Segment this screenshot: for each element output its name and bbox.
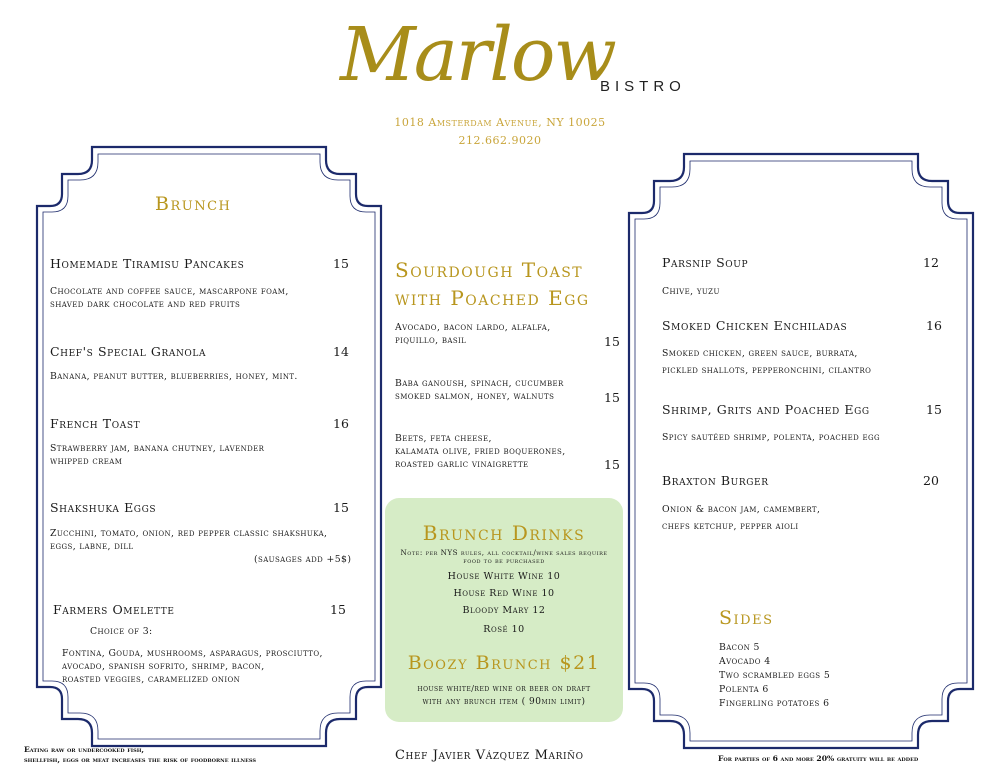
menu-item-price: 15 bbox=[333, 500, 349, 515]
menu-item-desc: Banana, peanut butter, blueberries, honey, mint. bbox=[50, 371, 298, 382]
menu-item-price: 16 bbox=[926, 318, 942, 333]
toast-price: 15 bbox=[604, 457, 620, 472]
toast-desc: Baba ganoush, spinach, cucumber bbox=[395, 378, 564, 389]
chef-name: Chef Javier Vázquez Mariño bbox=[395, 748, 584, 763]
menu-item-name: Braxton Burger bbox=[662, 473, 769, 488]
menu-item-note: (sausages add +5$) bbox=[254, 554, 352, 565]
menu-item-desc: chefs ketchup, pepper aioli bbox=[662, 521, 799, 532]
menu-item-name: Shrimp, Grits and Poached Egg bbox=[662, 402, 870, 417]
menu-item-desc: Fontina, Gouda, mushrooms, asparagus, prosciutto, bbox=[62, 648, 323, 659]
menu-item-desc: whipped cream bbox=[50, 456, 123, 467]
menu-item-desc: avocado, spanish sofrito, shrimp, bacon, bbox=[62, 661, 265, 672]
gratuity-note: For parties of 6 and more 20% gratuity will be added bbox=[718, 754, 919, 763]
toast-price: 15 bbox=[604, 390, 620, 405]
logo: Marlow bbox=[340, 12, 615, 98]
drinks-note: Note: per NYS rules, all cocktail/wine sales require bbox=[400, 548, 608, 557]
side-item: Fingerling potatoes 6 bbox=[719, 698, 830, 709]
menu-item-price: 20 bbox=[923, 473, 939, 488]
toast-price: 15 bbox=[604, 334, 620, 349]
menu-item-desc: pickled shallots, pepperonchini, cilantro bbox=[662, 365, 872, 376]
boozy-brunch-title: Boozy Brunch $21 bbox=[407, 652, 601, 674]
menu-item-name: Smoked Chicken Enchiladas bbox=[662, 318, 848, 333]
side-item: Bacon 5 bbox=[719, 642, 760, 653]
drink-item: Bloody Mary 12 bbox=[462, 605, 546, 616]
toast-desc: kalamata olive, fried boquerones, bbox=[395, 446, 566, 457]
brunch-title: Brunch bbox=[155, 193, 232, 215]
menu-item-desc: shaved dark chocolate and red fruits bbox=[50, 299, 241, 310]
menu-item-name: Chef's Special Granola bbox=[50, 344, 207, 359]
menu-item-desc: Strawberry jam, banana chutney, lavender bbox=[50, 443, 265, 454]
menu-item-choice: Choice of 3: bbox=[90, 626, 153, 637]
side-item: Avocado 4 bbox=[719, 656, 771, 667]
drink-item: Rosé 10 bbox=[483, 624, 525, 635]
drinks-title: Brunch Drinks bbox=[422, 521, 586, 545]
toast-desc: roasted garlic vinaigrette bbox=[395, 459, 529, 470]
toast-title-line2: with Poached Egg bbox=[395, 286, 590, 310]
menu-item-price: 15 bbox=[330, 602, 346, 617]
menu-item-desc: Onion & bacon jam, camembert, bbox=[662, 504, 821, 515]
menu-item-name: Parsnip Soup bbox=[662, 255, 749, 270]
menu-item-desc: eggs, labne, dill bbox=[50, 541, 134, 552]
toast-desc: Beets, feta cheese, bbox=[395, 433, 492, 444]
menu-item-price: 15 bbox=[333, 256, 349, 271]
address: 1018 Amsterdam Avenue, NY 10025 bbox=[394, 116, 606, 129]
menu-item-price: 14 bbox=[333, 344, 349, 359]
food-warning: shellfish, eggs or meat increases the risk of foodborne illness bbox=[24, 755, 257, 764]
toast-desc: Avocado, bacon lardo, alfalfa, bbox=[395, 322, 551, 333]
menu-item-price: 15 bbox=[926, 402, 942, 417]
menu-item-name: Homemade Tiramisu Pancakes bbox=[50, 256, 245, 271]
sides-title: Sides bbox=[719, 607, 774, 629]
boozy-brunch-desc: with any brunch item ( 90min limit) bbox=[422, 697, 586, 707]
menu-item-desc: Zucchini, tomato, onion, red pepper classic shakshuka, bbox=[50, 528, 328, 539]
menu-item-desc: Smoked chicken, green sauce, burrata, bbox=[662, 348, 858, 359]
side-item: Polenta 6 bbox=[719, 684, 769, 695]
menu-item-desc: roasted veggies, caramelized onion bbox=[62, 674, 241, 685]
toast-desc: piquillo, basil bbox=[395, 335, 467, 346]
drink-item: House Red Wine 10 bbox=[453, 588, 555, 599]
side-item: Two scrambled eggs 5 bbox=[719, 670, 831, 681]
menu-item-desc: Spicy sautéed shrimp, polenta, poached egg bbox=[662, 432, 881, 443]
menu-item-name: French Toast bbox=[50, 416, 141, 431]
boozy-brunch-desc: house white/red wine or beer on draft bbox=[417, 684, 591, 693]
food-warning: Eating raw or undercooked fish, bbox=[24, 745, 145, 754]
menu-item-desc: Chocolate and coffee sauce, mascarpone foam, bbox=[50, 286, 289, 297]
logo-bistro: BISTRO bbox=[600, 78, 686, 95]
toast-title-line1: Sourdough Toast bbox=[395, 258, 584, 282]
toast-desc: smoked salmon, honey, walnuts bbox=[395, 391, 555, 402]
menu-item-price: 16 bbox=[333, 416, 349, 431]
menu-item-price: 12 bbox=[923, 255, 939, 270]
drink-item: House White Wine 10 bbox=[447, 571, 561, 582]
menu-item-name: Farmers Omelette bbox=[53, 602, 175, 617]
phone: 212.662.9020 bbox=[458, 134, 542, 147]
menu-item-name: Shakshuka Eggs bbox=[50, 500, 157, 515]
right-frame bbox=[626, 151, 976, 751]
menu-item-desc: Chive, yuzu bbox=[662, 286, 720, 297]
drinks-note: food to be purchased bbox=[463, 556, 545, 565]
